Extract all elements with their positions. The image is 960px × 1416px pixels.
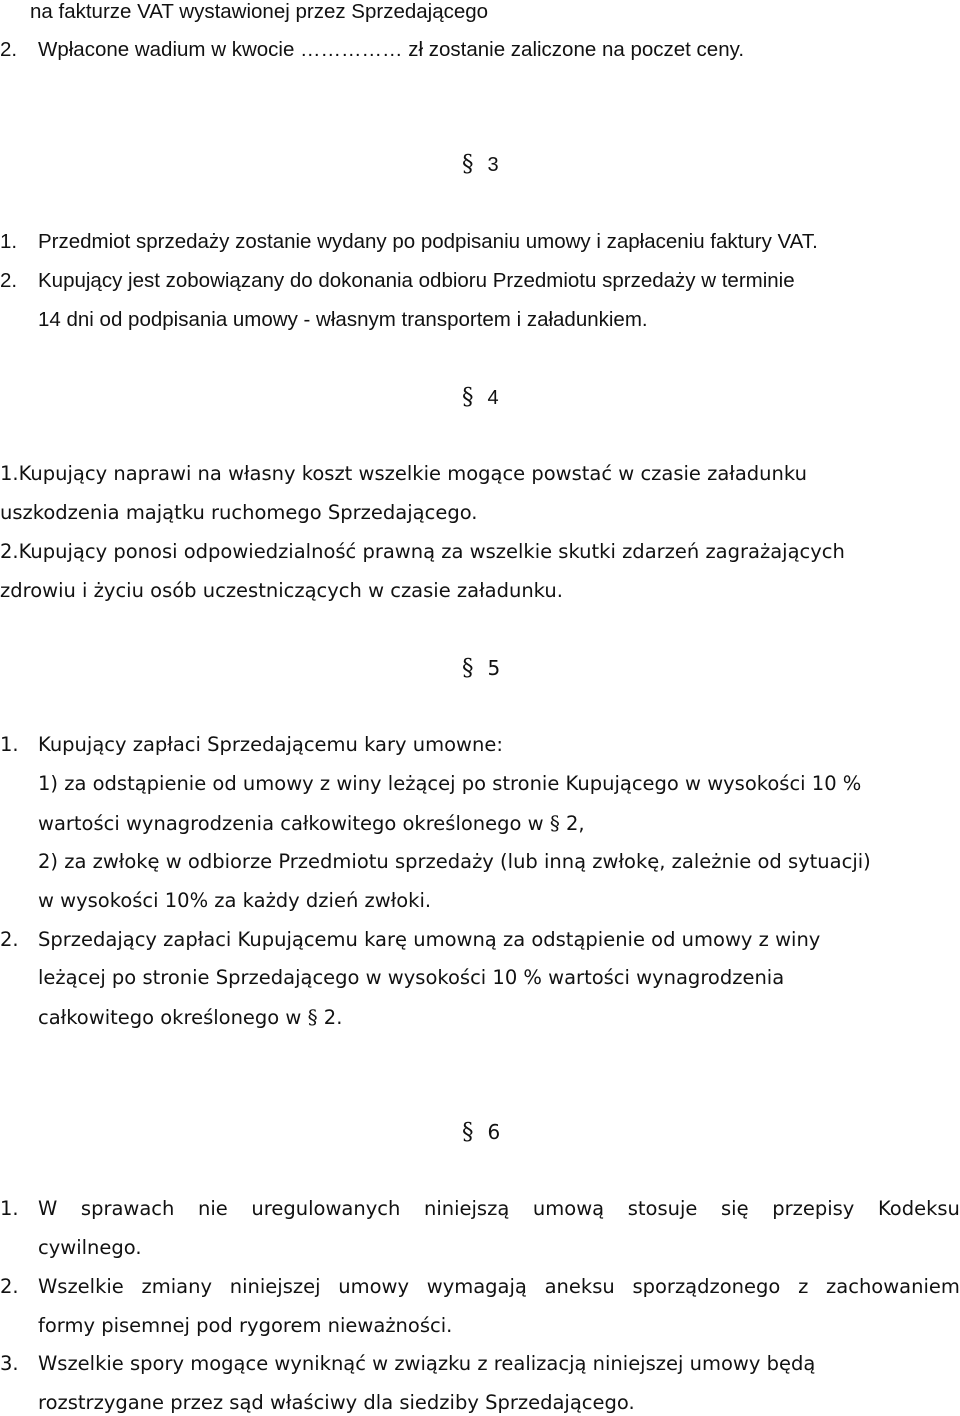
paragraph-line: 14 dni od podpisania umowy - własnym transportem i załadunkiem. — [38, 308, 648, 331]
paragraph-line: w wysokości 10% za każdy dzień zwłoki. — [38, 889, 432, 912]
word: stosuje — [627, 1197, 698, 1220]
item-number: 1. — [0, 1197, 19, 1220]
paragraph-line: rozstrzygane przez sąd właściwy dla siedziby Sprzedającego. — [38, 1391, 635, 1414]
item-number: 1. — [0, 733, 19, 756]
word: umową — [532, 1197, 605, 1220]
section-sign: § — [307, 1005, 318, 1029]
paragraph-line — [0, 1352, 815, 1376]
word: wymagają — [426, 1275, 527, 1298]
section-sign: § — [462, 384, 474, 410]
line-text: 2. — [323, 1006, 343, 1029]
paragraph-line — [0, 733, 503, 757]
word: aneksu — [544, 1275, 615, 1298]
section-sign: § — [549, 811, 560, 835]
word: nie — [198, 1197, 228, 1220]
section-heading-5 — [462, 655, 500, 681]
section-heading-3 — [462, 151, 499, 178]
paragraph-line: 2) za zwłokę w odbiorze Przedmiotu sprzedaży (lub inną zwłokę, zależnie od sytuacji) — [38, 850, 871, 873]
paragraph-line: 1) za odstąpienie od umowy z winy leżącej po stronie Kupującego w wysokości 10 % — [38, 772, 862, 795]
line-text: całkowitego określonego w — [38, 1006, 302, 1029]
section-number: 3 — [487, 154, 499, 176]
item-text: Wszelkie spory mogące wyniknąć w związku z realizacją niniejszej umowy będą — [38, 1352, 816, 1375]
section-sign: § — [462, 151, 474, 177]
word: uregulowanych — [251, 1197, 401, 1220]
justified-text — [38, 1275, 960, 1299]
item-number: 1. — [0, 230, 18, 253]
paragraph-line: 1.Kupujący naprawi na własny koszt wszelkie mogące powstać w czasie załadunku — [0, 462, 807, 485]
word: się — [721, 1197, 749, 1220]
word: z — [798, 1275, 809, 1298]
section-number: 4 — [487, 387, 499, 409]
word: niniejszą — [423, 1197, 510, 1220]
item-number: 2. — [0, 928, 19, 951]
line-text: 2, — [566, 812, 585, 835]
paragraph-line: zdrowiu i życiu osób uczestniczących w czasie załadunku. — [0, 579, 563, 602]
word: sporządzonego — [632, 1275, 781, 1298]
paragraph-line: leżącej po stronie Sprzedającego w wysokości 10 % wartości wynagrodzenia — [38, 966, 785, 989]
paragraph-line — [0, 38, 744, 62]
item-text: Przedmiot sprzedaży zostanie wydany po podpisaniu umowy i zapłaceniu faktury VAT. — [38, 230, 818, 253]
section-sign: § — [462, 1119, 474, 1145]
paragraph-line — [0, 928, 820, 952]
section-heading-4 — [462, 384, 499, 411]
word: zmiany — [141, 1275, 213, 1298]
paragraph-line: formy pisemnej pod rygorem nieważności. — [38, 1314, 453, 1337]
paragraph-line: uszkodzenia majątku ruchomego Sprzedającego. — [0, 501, 478, 524]
item-number: 2. — [0, 38, 18, 61]
word: sprawach — [80, 1197, 175, 1220]
section-heading-6 — [462, 1119, 500, 1145]
word: umowy — [338, 1275, 410, 1298]
word: Kodeksu — [877, 1197, 960, 1220]
word: przepisy — [772, 1197, 855, 1220]
item-number: 2. — [0, 269, 18, 292]
paragraph-line: 2.Kupujący ponosi odpowiedzialność prawną za wszelkie skutki zdarzeń zagrażających — [0, 540, 845, 563]
section-sign: § — [462, 655, 474, 681]
paragraph-line — [38, 1005, 342, 1030]
section-number: 6 — [487, 1120, 501, 1144]
paragraph-line — [38, 811, 585, 836]
word: zachowaniem — [826, 1275, 960, 1298]
line-text: wartości wynagrodzenia całkowitego określonego w — [38, 812, 544, 835]
section-number: 5 — [487, 656, 501, 680]
paragraph-line: na fakturze VAT wystawionej przez Sprzedającego — [30, 0, 489, 23]
justified-text — [38, 1197, 960, 1221]
word: Wszelkie — [38, 1275, 124, 1298]
item-text: Kupujący zapłaci Sprzedającemu kary umowne: — [38, 733, 503, 756]
word: niniejszej — [229, 1275, 321, 1298]
item-number: 2. — [0, 1275, 19, 1298]
paragraph-line — [0, 230, 818, 254]
paragraph-line — [0, 269, 795, 293]
item-number: 3. — [0, 1352, 19, 1375]
item-text: Wpłacone wadium w kwocie …………… zł zostanie zaliczone na poczet ceny. — [38, 38, 745, 61]
item-text: Kupujący jest zobowiązany do dokonania odbioru Przedmiotu sprzedaży w terminie — [38, 269, 795, 292]
paragraph-line — [0, 1275, 960, 1299]
paragraph-line: cywilnego. — [38, 1236, 142, 1259]
item-text: Sprzedający zapłaci Kupującemu karę umowną za odstąpienie od umowy z winy — [38, 928, 821, 951]
word: W — [38, 1197, 58, 1220]
paragraph-line — [0, 1197, 960, 1221]
